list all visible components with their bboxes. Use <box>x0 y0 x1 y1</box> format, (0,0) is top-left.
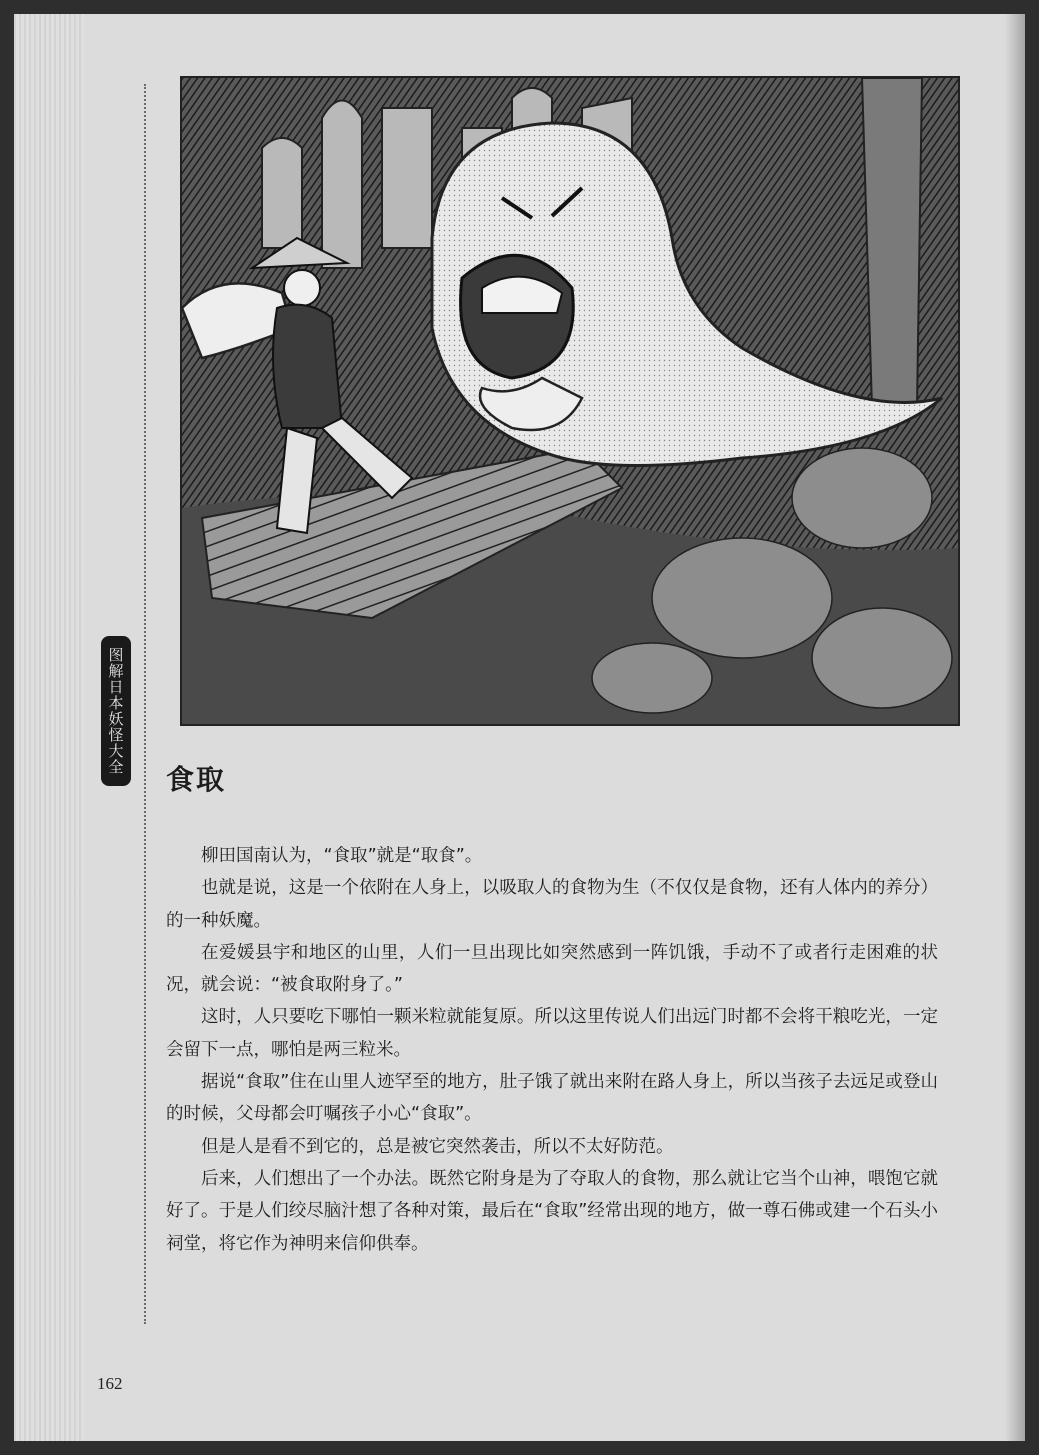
paragraph: 在爱媛县宇和地区的山里，人们一旦出现比如突然感到一阵饥饿，手动不了或者行走困难的状况，就会说：“被食取附身了。” <box>166 942 938 996</box>
paragraph: 也就是说，这是一个依附在人身上，以吸取人的食物为生（不仅仅是食物，还有人体内的养分）的一种妖魔。 <box>166 878 938 931</box>
page-gutter-shadow <box>1005 14 1025 1441</box>
illustration-drawing <box>182 78 958 724</box>
paragraph: 柳田国南认为，“食取”就是“取食”。 <box>201 846 483 866</box>
paragraph: 据说“食取”住在山里人迹罕至的地方，肚子饿了就出来附在路人身上，所以当孩子去远足或登山的时候，父母都会叮嘱孩子小心“食取”。 <box>166 1072 938 1125</box>
entry-body <box>166 840 938 1260</box>
paragraph: 后来，人们想出了一个办法。既然它附身是为了夺取人的食物，那么就让它当个山神，喂饱它就好了。于是人们绞尽脑汁想了各种对策，最后在“食取”经常出现的地方，做一尊石佛或建一个石头小祠堂，将它作为神明来信仰供奉。 <box>166 1168 938 1254</box>
paragraph: 这时，人只要吃下哪怕一颗米粒就能复原。所以这里传说人们出远门时都不会将干粮吃光，一定会留下一点，哪怕是两三粒米。 <box>166 1007 938 1060</box>
yokai-illustration <box>180 76 960 726</box>
page-number: 162 <box>97 1374 123 1393</box>
page-edges <box>14 14 84 1441</box>
book-page <box>14 14 1025 1441</box>
section-side-tab: 图解日本妖怪大全 <box>101 636 131 786</box>
entry-title: 食取 <box>166 763 227 796</box>
dotted-margin-rule <box>144 84 146 1324</box>
paragraph: 但是人是看不到它的，总是被它突然袭击，所以不太好防范。 <box>201 1136 674 1157</box>
